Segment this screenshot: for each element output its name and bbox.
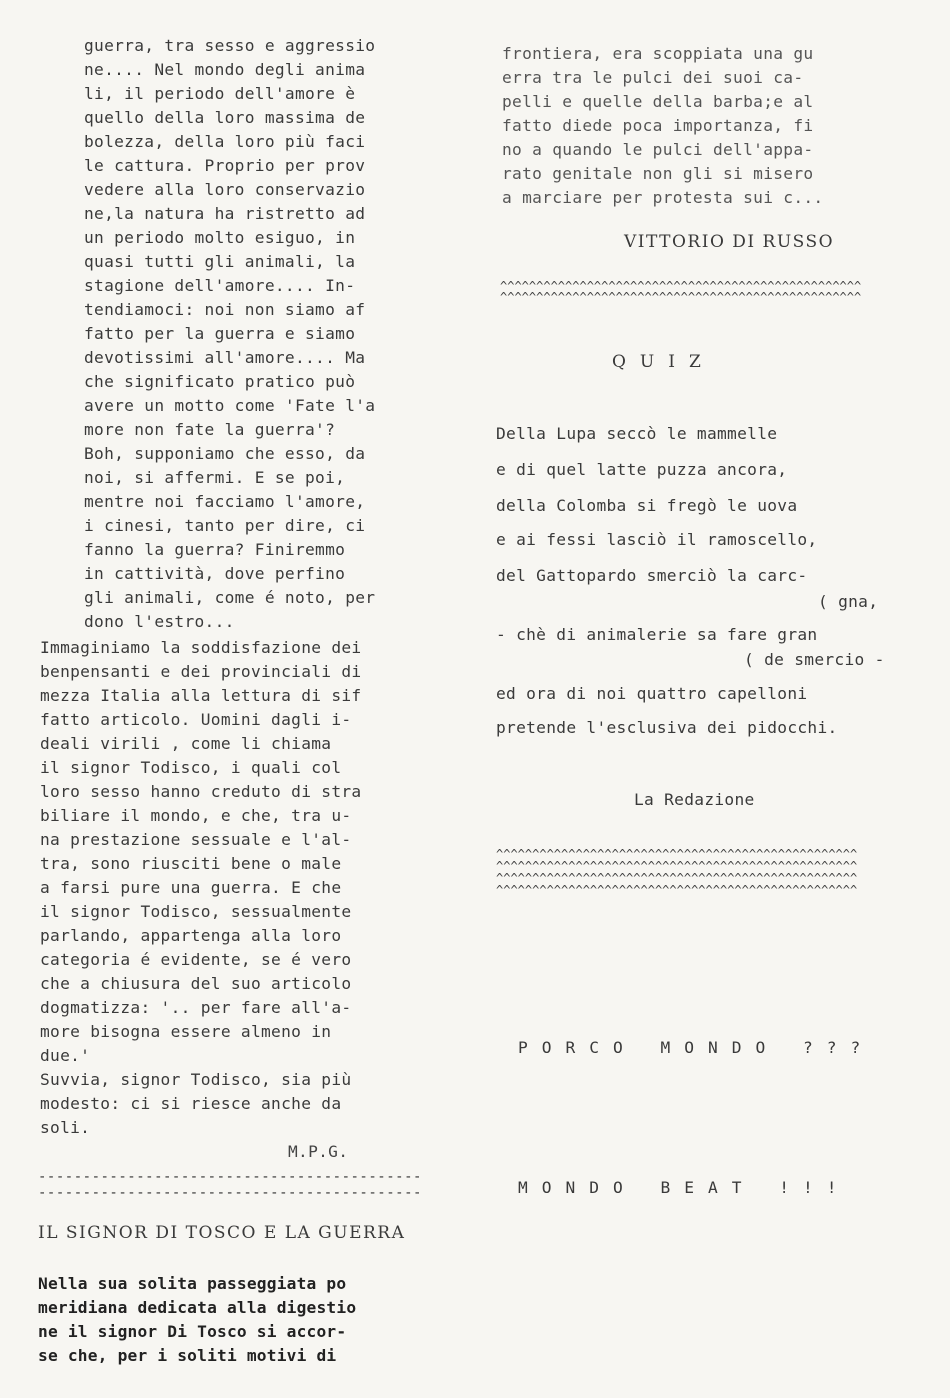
caret-divider: ^^^^^^^^^^^^^^^^^^^^^^^^^^^^^^^^^^^^^^^^^^^^^^^^^^: [500, 290, 862, 304]
text-line: Suvvia, signor Todisco, sia più: [40, 1070, 352, 1089]
dashed-divider: -------------------------------------------: [38, 1169, 422, 1185]
text-line: avere un motto come 'Fate l'a: [84, 396, 376, 415]
text-line: che significato pratico può: [84, 372, 356, 391]
text-line: parlando, appartenga alla loro: [40, 926, 342, 945]
poem-line: pretende l'esclusiva dei pidocchi.: [496, 718, 838, 737]
text-line: le cattura. Proprio per prov: [84, 156, 366, 175]
dashed-divider: -------------------------------------------: [38, 1185, 422, 1201]
text-line: noi, si affermi. E se poi,: [84, 468, 346, 487]
text-line: dogmatizza: '.. per fare all'a-: [40, 998, 352, 1017]
text-line: bolezza, della loro più faci: [84, 132, 366, 151]
text-line: deali virili , come li chiama: [40, 734, 332, 753]
slogan-mondo-beat: MONDO BEAT !!!: [518, 1178, 851, 1197]
text-line: fatto articolo. Uomini dagli i-: [40, 710, 352, 729]
text-line: na prestazione sessuale e l'al-: [40, 830, 352, 849]
text-line: meridiana dedicata alla digestio: [38, 1298, 357, 1317]
text-line: rato genitale non gli si misero: [502, 164, 814, 183]
text-line: a marciare per protesta sui c...: [502, 188, 824, 207]
text-line: a farsi pure una guerra. E che: [40, 878, 342, 897]
text-line: Nella sua solita passeggiata po: [38, 1274, 347, 1293]
text-line: stagione dell'amore.... In-: [84, 276, 356, 295]
text-line: fatto per la guerra e siamo: [84, 324, 356, 343]
text-line: more non fate la guerra'?: [84, 420, 336, 439]
text-line: no a quando le pulci dell'appa-: [502, 140, 814, 159]
text-line: i cinesi, tanto per dire, ci: [84, 516, 366, 535]
text-line: mentre noi facciamo l'amore,: [84, 492, 366, 511]
text-line: se che, per i soliti motivi di: [38, 1346, 337, 1365]
poem-line: ( de smercio -: [744, 650, 885, 669]
text-line: categoria é evidente, se é vero: [40, 950, 352, 969]
quiz-signature: La Redazione: [634, 790, 755, 809]
text-line: mezza Italia alla lettura di sif: [40, 686, 362, 705]
text-line: ne.... Nel mondo degli anima: [84, 60, 366, 79]
poem-line: della Colomba si fregò le uova: [496, 496, 798, 515]
text-line: che a chiusura del suo articolo: [40, 974, 352, 993]
caret-divider: ^^^^^^^^^^^^^^^^^^^^^^^^^^^^^^^^^^^^^^^^^^^^^^^^^^: [496, 871, 858, 885]
text-line: fanno la guerra? Finiremmo: [84, 540, 346, 559]
text-line: pelli e quelle della barba;e al: [502, 92, 814, 111]
text-line: quello della loro massima de: [84, 108, 366, 127]
text-line: more bisogna essere almeno in: [40, 1022, 332, 1041]
text-line: in cattività, dove perfino: [84, 564, 346, 583]
text-line: tendiamoci: noi non siamo af: [84, 300, 366, 319]
text-line: Immaginiamo la soddisfazione dei: [40, 638, 362, 657]
caret-divider: ^^^^^^^^^^^^^^^^^^^^^^^^^^^^^^^^^^^^^^^^^^^^^^^^^^: [496, 859, 858, 873]
text-line: Boh, supponiamo che esso, da: [84, 444, 366, 463]
author-signature: VITTORIO DI RUSSO: [624, 232, 835, 252]
text-line: soli.: [40, 1118, 91, 1137]
poem-line: e di quel latte puzza ancora,: [496, 460, 788, 479]
poem-line: ( gna,: [818, 592, 879, 611]
caret-divider: ^^^^^^^^^^^^^^^^^^^^^^^^^^^^^^^^^^^^^^^^^^^^^^^^^^: [496, 883, 858, 897]
text-line: fatto diede poca importanza, fi: [502, 116, 814, 135]
poem-line: Della Lupa seccò le mammelle: [496, 424, 778, 443]
text-line: quasi tutti gli animali, la: [84, 252, 356, 271]
poem-line: e ai fessi lasciò il ramoscello,: [496, 530, 818, 549]
poem-line: - chè di animalerie sa fare gran: [496, 625, 818, 644]
poem-line: ed ora di noi quattro capelloni: [496, 684, 808, 703]
text-line: il signor Todisco, sessualmente: [40, 902, 352, 921]
text-line: gli animali, come é noto, per: [84, 588, 376, 607]
text-line: modesto: ci si riesce anche da: [40, 1094, 342, 1113]
section-heading: IL SIGNOR DI TOSCO E LA GUERRA: [38, 1223, 406, 1243]
text-line: li, il periodo dell'amore è: [84, 84, 356, 103]
caret-divider: ^^^^^^^^^^^^^^^^^^^^^^^^^^^^^^^^^^^^^^^^^^^^^^^^^^: [500, 279, 862, 293]
caret-divider: ^^^^^^^^^^^^^^^^^^^^^^^^^^^^^^^^^^^^^^^^^^^^^^^^^^: [496, 847, 858, 861]
text-line: dono l'estro...: [84, 612, 235, 631]
slogan-porco-mondo: PORCO MONDO ???: [518, 1038, 875, 1057]
text-line: frontiera, era scoppiata una gu: [502, 44, 814, 63]
quiz-title: QUIZ: [612, 352, 715, 372]
poem-line: del Gattopardo smerciò la carc-: [496, 566, 808, 585]
text-line: benpensanti e dei provinciali di: [40, 662, 362, 681]
text-line: biliare il mondo, e che, tra u-: [40, 806, 352, 825]
text-line: loro sesso hanno creduto di stra: [40, 782, 362, 801]
text-line: vedere alla loro conservazio: [84, 180, 366, 199]
text-line: devotissimi all'amore.... Ma: [84, 348, 366, 367]
author-signature: M.P.G.: [288, 1142, 349, 1161]
text-line: un periodo molto esiguo, in: [84, 228, 356, 247]
text-line: due.': [40, 1046, 91, 1065]
text-line: guerra, tra sesso e aggressio: [84, 36, 376, 55]
text-line: ne,la natura ha ristretto ad: [84, 204, 366, 223]
text-line: il signor Todisco, i quali col: [40, 758, 342, 777]
text-line: erra tra le pulci dei suoi ca-: [502, 68, 804, 87]
text-line: ne il signor Di Tosco si accor-: [38, 1322, 347, 1341]
text-line: tra, sono riusciti bene o male: [40, 854, 342, 873]
